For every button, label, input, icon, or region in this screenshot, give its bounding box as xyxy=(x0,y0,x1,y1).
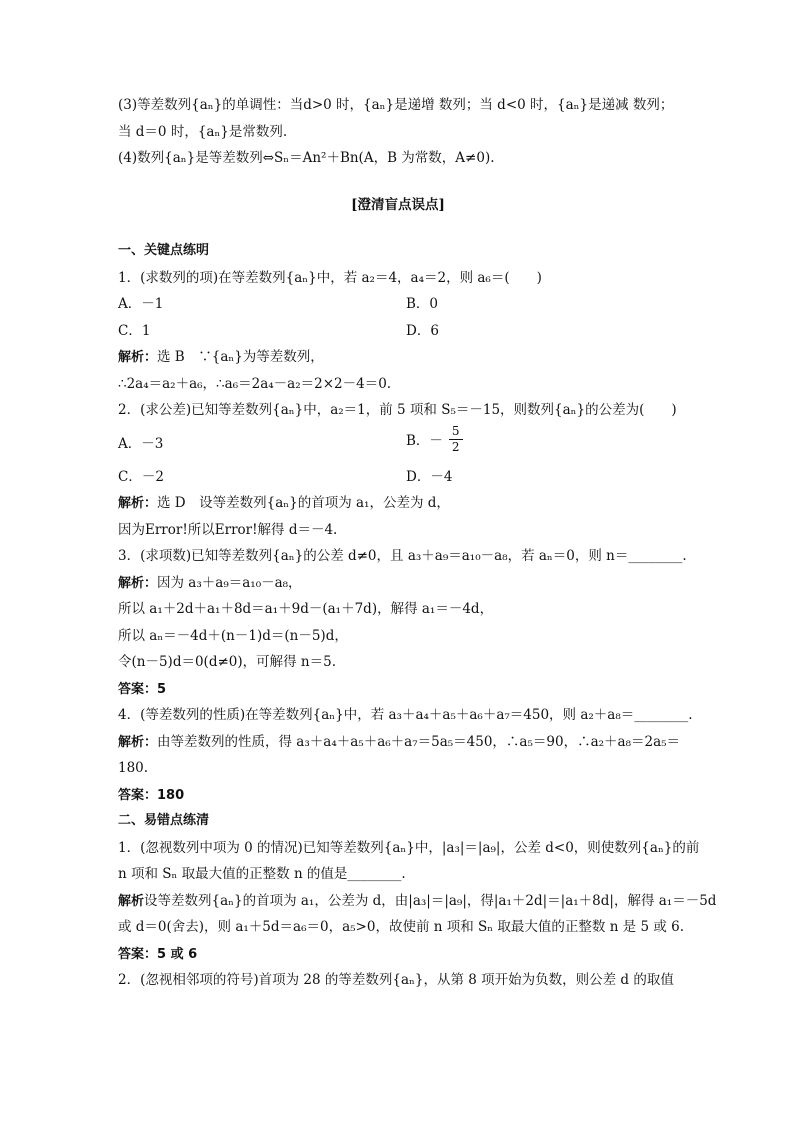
q1-option-c: C．1 xyxy=(118,322,151,339)
section-heading: [澄清盲点误点] xyxy=(351,196,445,213)
q1-option-d: D．6 xyxy=(406,322,439,339)
s2-q1-answer xyxy=(118,941,678,968)
q2-solution-1 xyxy=(118,490,678,517)
s2-q1-stem-2: n 项和 Sₙ 取最大值的正整数 n 的值是________. xyxy=(118,866,406,882)
q4-solution-1 xyxy=(118,729,681,756)
q2-option-b-fraction xyxy=(449,424,463,455)
answer-label: 答案： xyxy=(118,946,158,962)
answer-label: 答案： xyxy=(118,787,158,803)
q2-option-c: C．－2 xyxy=(118,468,164,485)
s2-q2-stem-1: 2．(忽视相邻项的符号)首项为 28 的等差数列{aₙ}，从第 8 项开始为负数，则公差 d 的取值 xyxy=(118,972,674,988)
q4-stem: 4．(等差数列的性质)在等差数列{aₙ}中，若 a₃＋a₄＋a₅＋a₆＋a₇＝450，则 a₂＋a₈＝________. xyxy=(118,707,693,723)
s2-q1-stem-1: 1．(忽视数列中项为 0 的情况)已知等差数列{aₙ}中，|a₃|＝|a₉|，公差 d<0，则使数列{aₙ}的前 xyxy=(118,839,700,856)
q3-answer-value: 5 xyxy=(157,681,167,697)
answer-label: 答案： xyxy=(118,681,158,697)
q2-option-a: A．－3 xyxy=(118,435,164,452)
q2-stem: 2．(求公差)已知等差数列{aₙ}中，a₂＝1，前 5 项和 S₅＝－15，则数列{aₙ}的公差为( ) xyxy=(118,402,677,418)
solution-label: 解析 xyxy=(118,893,145,909)
s2-q1-solution-2: 或 d＝0(舍去)，则 a₁＋5d＝a₆＝0，a₅>0，故使前 n 项和 Sₙ 取最大值的正整数 n 是 5 或 6. xyxy=(118,919,685,935)
q1-solution-text-1: 选 B ∵{aₙ}为等差数列， xyxy=(157,349,324,365)
q4-solution-2: 180. xyxy=(118,760,149,776)
q2-options-row-1 xyxy=(118,424,678,464)
section-2-title: 二、易错点练清 xyxy=(118,813,210,828)
document-page xyxy=(118,92,717,994)
intro-line-2: 当 d＝0 时，{aₙ}是常数列. xyxy=(118,123,288,140)
q2-option-d: D．－4 xyxy=(406,468,453,485)
q1-solution-2: ∴2a₄＝a₂＋a₆，∴a₆＝2a₄－a₂＝2×2－4＝0. xyxy=(118,375,392,392)
solution-label: 解析： xyxy=(118,350,158,365)
q4-answer-value: 180 xyxy=(157,787,185,803)
q1-stem: 1．(求数列的项)在等差数列{aₙ}中，若 a₂＝4，a₄＝2，则 a₆＝( ) xyxy=(118,269,542,286)
fraction-numerator: 5 xyxy=(449,424,463,440)
q3-solution-3: 所以 aₙ＝－4d＋(n－1)d＝(n－5)d， xyxy=(118,627,348,644)
q1-solution-1 xyxy=(118,344,678,371)
q1-options-row-2 xyxy=(118,318,678,345)
intro-line-3: (4)数列{aₙ}是等差数列⇔Sₙ＝An²＋Bn(A，B 为常数，A≠0). xyxy=(118,150,495,166)
q1-options-row-1 xyxy=(118,291,678,318)
q3-solution-4: 令(n－5)d＝0(d≠0)，可解得 n＝5. xyxy=(118,654,336,670)
intro-line-1: (3)等差数列{aₙ}的单调性：当d>0 时，{aₙ}是递增 数列；当 d<0 时，{aₙ}是递减 数列； xyxy=(118,97,674,113)
s2-q1-answer-value: 5 或 6 xyxy=(157,946,198,962)
q1-option-a: A．－1 xyxy=(118,296,164,312)
s2-q1-solution-text-1: 设等差数列{aₙ}的首项为 a₁，公差为 d，由|a₃|＝|a₉|，得|a₁＋2d|＝|a₁＋8d|，解得 a₁＝－5d xyxy=(144,892,717,909)
q2-options-row-2 xyxy=(118,464,678,491)
s2-q1-solution-1 xyxy=(118,888,717,915)
q3-solution-1 xyxy=(118,570,678,597)
solution-label: 解析： xyxy=(118,575,158,591)
q2-option-b xyxy=(406,424,463,455)
q2-option-b-prefix: B．－ xyxy=(406,433,443,449)
q3-solution-2: 所以 a₁＋2d＋a₁＋8d＝a₁＋9d－(a₁＋7d)，解得 a₁＝－4d， xyxy=(118,601,494,617)
q1-option-b: B．0 xyxy=(406,296,439,312)
section-1-title: 一、关键点练明 xyxy=(118,243,210,258)
q4-solution-text-1: 由等差数列的性质，得 a₃＋a₄＋a₅＋a₆＋a₇＝5a₅＝450，∴a₅＝90，∴a₂＋a₈＝2a₅＝ xyxy=(157,733,681,750)
solution-label: 解析： xyxy=(118,734,158,750)
q2-solution-text-1: 选 D 设等差数列{aₙ}的首项为 a₁，公差为 d， xyxy=(157,495,450,511)
q2-solution-2: 因为Error!所以Error!解得 d＝－4. xyxy=(118,521,338,538)
q3-solution-text-1: 因为 a₃＋a₉＝a₁₀－a₈， xyxy=(157,574,302,591)
solution-label: 解析： xyxy=(118,496,158,511)
q4-answer xyxy=(118,782,678,809)
fraction-denominator: 2 xyxy=(451,439,460,454)
q3-answer xyxy=(118,676,678,703)
q3-stem: 3．(求项数)已知等差数列{aₙ}的公差 d≠0，且 a₃＋a₉＝a₁₀－a₈，若 aₙ＝0，则 n＝________. xyxy=(118,548,687,564)
